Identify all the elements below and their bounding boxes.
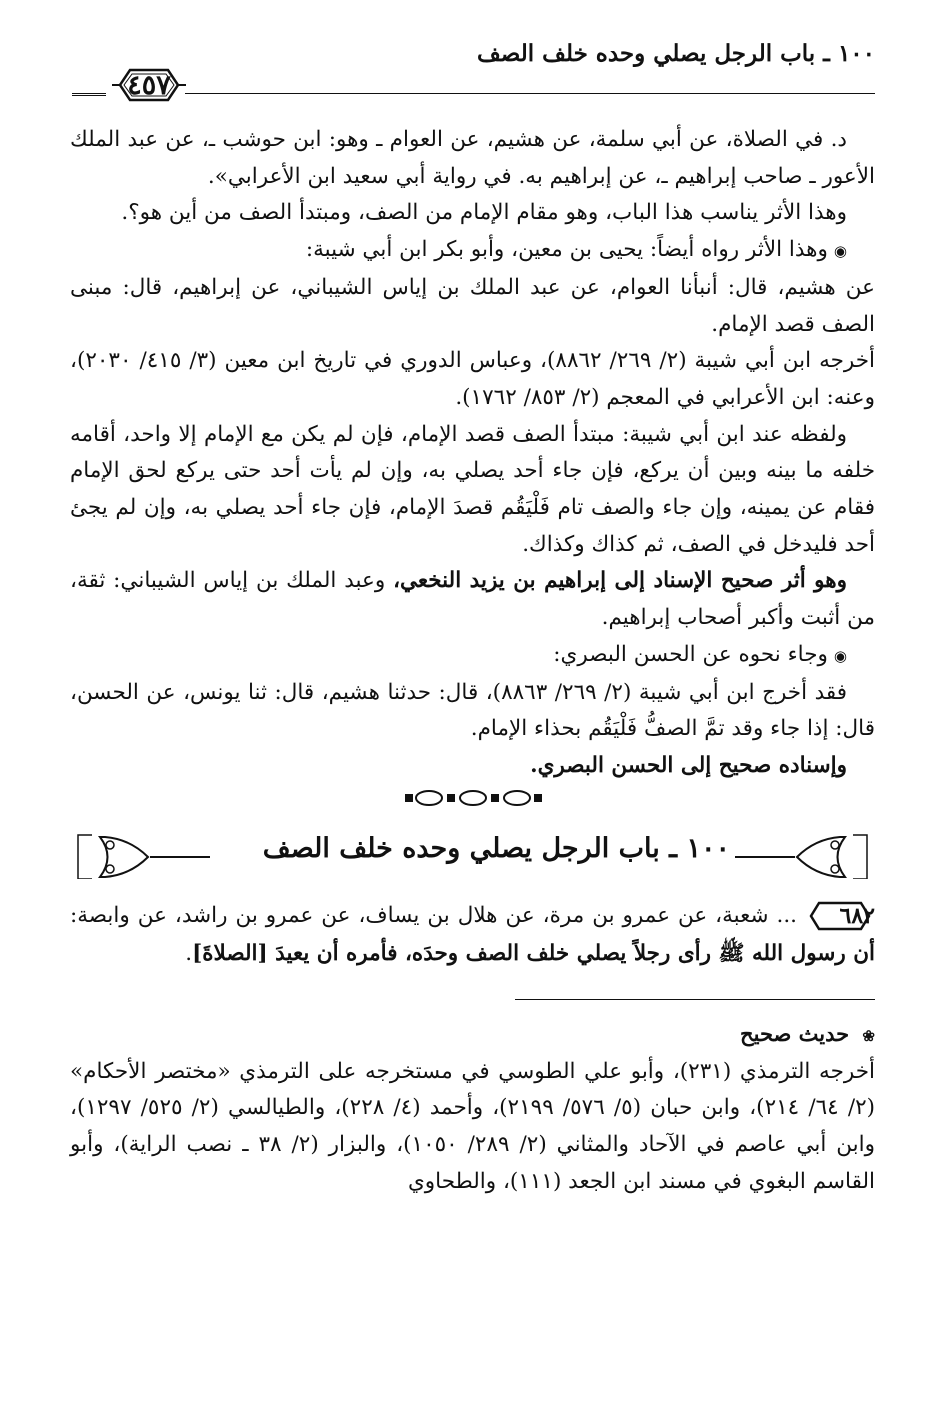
bullet-icon: ◉ [833, 242, 847, 261]
paragraph [70, 748, 875, 785]
footnote-paragraph: أخرجه الترمذي (٢٣١)، وأبو علي الطوسي في مستخرجه على الترمذي «مختصر الأحكام» (٢/ ٦٤/ ٢١٤)، وابن حبان (٥/ ٥٧٦/ ٢١٩٩)، وأحمد (٤/ ٢٢٨)، والطيالسي (٢/ ٥٢٥/ ١٢٩٧)، وابن أبي عاصم في الآحاد والمثاني (٢/ ٢٨٩/ ١٠٥٠)، والبزار (٢/ ٣٨ ـ نصب الراية)، وأبو القاسم البغوي في مسند ابن الجعد (١١١)، والطحاوي [70, 1058, 876, 1194]
running-header [70, 40, 875, 110]
ornament-divider [70, 787, 875, 807]
heading-ornament-left-icon [70, 829, 210, 879]
verdict: حديث صحيح [740, 1020, 850, 1046]
hadith-paragraph [70, 897, 875, 973]
book-page [70, 30, 875, 1380]
heading-ornament-right-icon [735, 829, 875, 879]
bold-text: وإسناده صحيح إلى الحسن البصري. [530, 752, 847, 778]
bullet-icon: ◉ [833, 646, 847, 665]
paragraph: د. في الصلاة، عن أبي سلمة، عن هشيم، عن العوام ـ وهو: ابن حوشب ـ، عن عبد الملك الأعور ـ صاحب إبراهيم ـ، عن إبراهيم به. في رواية أبي سعيد ابن الأعرابي». [70, 127, 875, 189]
plain-text: وعبد الملك بن إياس الشيباني: ثقة، من أثبت وأكبر أصحاب إبراهيم. [70, 568, 875, 631]
paragraph: فقد أخرج ابن أبي شيبة (٢/ ٢٦٩/ ٨٨٦٣)، قال: حدثنا هشيم، قال: ثنا يونس، عن الحسن، قال: إذا جاء وقد تمَّ الصفُّ فَلْيَقُم بحذاء الإمام. [70, 679, 875, 742]
running-title: ١٠٠ ـ باب الرجل يصلي وحده خلف الصف [476, 40, 875, 67]
bullet-text: وجاء نحوه عن الحسن البصري: [553, 641, 828, 667]
paragraph: ولفظه عند ابن أبي شيبة: مبتدأ الصف قصد الإمام، فإن لم يكن مع الإمام إلا واحد، أقامه خلفه ما بينه وبين أن يركع، فإن جاء أحد يصلي به، وإن لم يأت أحد حتى يركع لحق الإمام فقام عن يمينه، وإن جاء والصف تام فَلْيَقُم قصدَ الإمام، فإن جاء أحد يصلي به، وإن لم يجئ أحد فليدخل في الصف، ثم كذاك وكذاك. [70, 421, 875, 557]
page-number: ٤٥٧ [127, 69, 171, 101]
hadith-matn: أن رسول الله ﷺ رأى رجلاً يصلي خلف الصف وحدَه، فأمره أن يعيدَ [الصلاةَ] [192, 940, 875, 966]
divider-ornament-icon [403, 789, 543, 807]
header-double-rule [72, 93, 106, 96]
hadith-chain: ... شعبة، عن عمرو بن مرة، عن هلال بن يساف، عن عمرو بن راشد، عن وابصة: [70, 902, 797, 928]
page-number-badge [110, 66, 188, 104]
page-body [70, 122, 875, 1200]
bold-text: وهو أثر صحيح الإسناد إلى إبراهيم بن يزيد النخعي، [393, 568, 847, 594]
paragraph: أخرجه ابن أبي شيبة (٢/ ٢٦٩/ ٨٨٦٢)، وعباس الدوري في تاريخ ابن معين (٣/ ٤١٥/ ٢٠٣٠)، وعنه: ابن الأعرابي في المعجم (٢/ ٨٥٣/ ١٧٦٢). [70, 348, 876, 410]
hadith-end: . [185, 940, 193, 966]
paragraph: وهذا الأثر يناسب هذا الباب، وهو مقام الإمام من الصف، ومبتدأ الصف من أين هو؟. [121, 200, 847, 226]
paragraph [70, 563, 875, 636]
hadith-number-badge [805, 900, 875, 932]
bullet-paragraph [70, 637, 875, 675]
header-rule [185, 93, 875, 94]
section-heading [70, 829, 875, 887]
bullet-paragraph [70, 232, 875, 270]
paragraph: عن هشيم، قال: أنبأنا العوام، عن عبد الملك بن إياس الشيباني، عن إبراهيم، قال: مبنى الصف قصد الإمام. [70, 274, 875, 337]
hadith-number: ٦٨٢ [839, 902, 875, 929]
book-icon: ❀ [862, 1026, 875, 1045]
verdict-line [70, 1016, 875, 1054]
section-title: ١٠٠ ـ باب الرجل يصلي وحده خلف الصف [262, 832, 730, 864]
footnote-rule [515, 999, 875, 1000]
bullet-text: وهذا الأثر رواه أيضاً: يحيى بن معين، وأبو بكر ابن أبي شيبة: [305, 237, 828, 263]
